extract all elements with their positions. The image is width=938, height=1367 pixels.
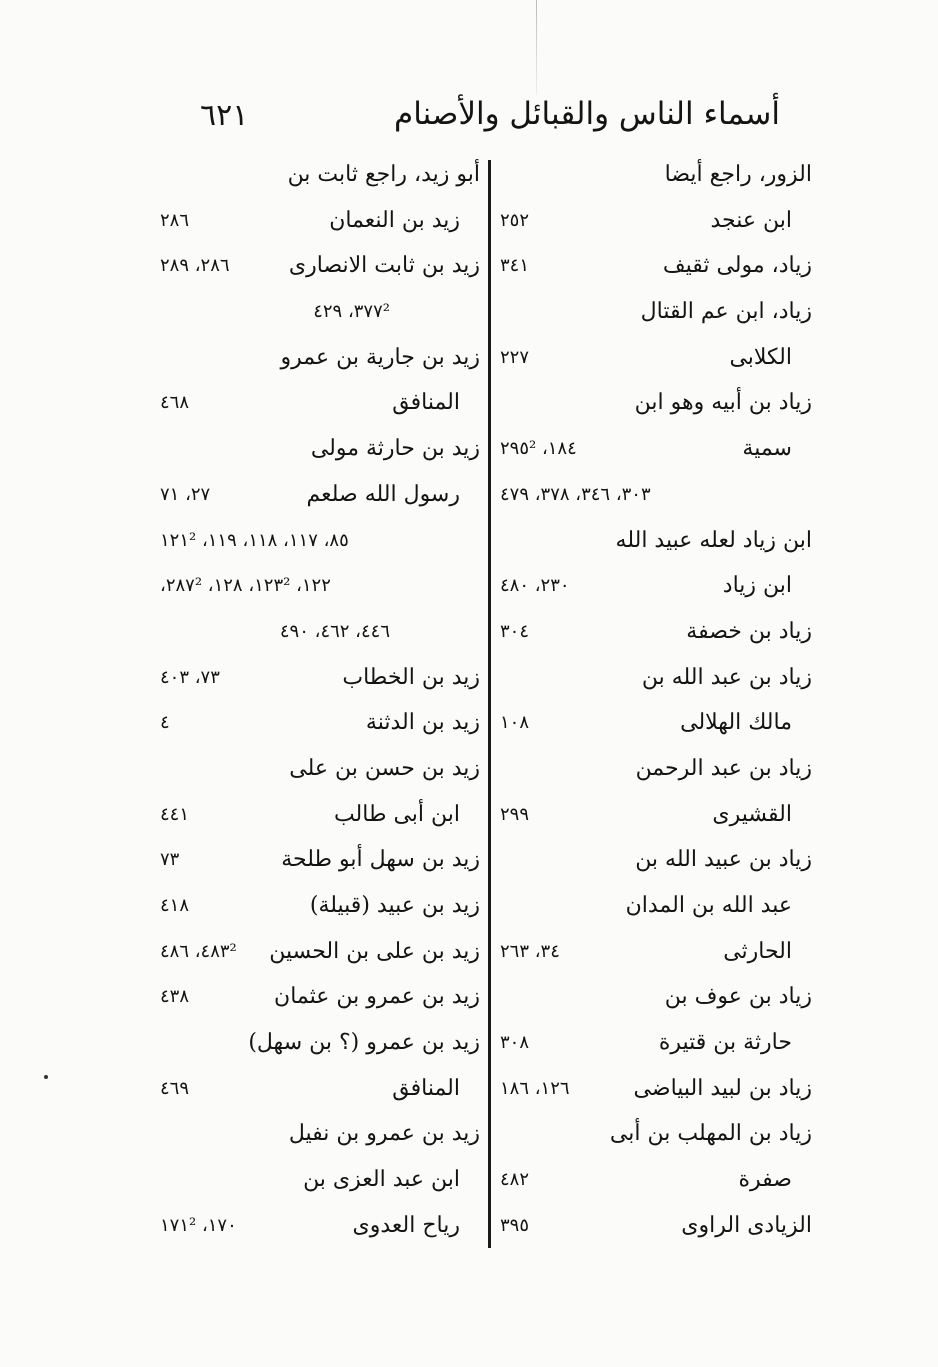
column-divider [488,160,491,1248]
index-entry [160,198,480,244]
entry-name: زيد بن عمرو بن نفيل [288,1121,480,1147]
page-number: ٦٢١ [200,98,249,133]
index-column-left [160,152,480,1249]
entry-pages: ٤٨٣²، ٤٨٦ [160,940,237,962]
entry-name: زيد بن عمرو (؟ بن سهل) [248,1030,480,1056]
entry-name: زيد بن عبيد (قبيلة) [309,893,480,918]
entry-name: زياد بن المهلب بن أبى [609,1121,812,1147]
index-entry [160,1203,480,1249]
entry-name: زيد بن حارثة مولى [310,436,480,462]
entry-name: زياد بن عبد الله بن [641,664,812,690]
entry-pages: ١٢٢، ١٢٣²، ١٢٨، ٢٨٧²، [160,575,331,597]
index-entry [160,700,480,746]
entry-pages: ٢٣٠، ٤٨٠ [500,575,570,597]
entry-name: سمية [742,436,792,462]
index-entry [160,837,480,883]
index-entry [160,655,480,701]
entry-name: رياح العدوى [352,1212,460,1238]
entry-name: زيد بن سهل أبو طلحة [281,847,480,873]
entry-pages: ٤١٨ [160,895,190,916]
index-entry [160,883,480,929]
entry-name: زياد بن عبد الرحمن [635,755,812,781]
entry-pages: ٤٦٨ [160,392,190,414]
index-entry [160,563,480,609]
entry-pages: ٢٥٢ [500,209,530,231]
entry-pages: ٣٤١ [500,255,530,277]
index-entry [500,1111,812,1157]
entry-name: الحارثى [723,938,792,964]
index-entry [160,152,480,198]
entry-pages: ١٢٦، ١٨٦ [500,1077,570,1099]
entry-pages: ١٧٠، ١٧١² [160,1214,237,1236]
index-entry [160,289,480,335]
index-entry [500,243,812,289]
running-title: أسماء الناس والقبائل والأصنام [394,96,780,132]
entry-name: زياد بن لبيد البياضى [633,1075,812,1101]
entry-name: زياد بن عبيد الله بن [635,847,812,873]
entry-pages: ٤ [160,712,170,734]
index-entry [500,152,812,198]
entry-pages: ٢٩٩ [500,803,530,825]
entry-name: زيد بن الدثنة [365,710,480,736]
entry-name: الكلابى [729,344,792,370]
index-entry [160,380,480,426]
entry-pages: ٤٤٦، ٤٦٢، ٤٩٠ [279,620,390,642]
entry-pages: ١٨٤، ٢٩٥² [500,438,577,460]
index-entry [500,472,812,518]
entry-pages: ٣٩٥ [500,1214,530,1236]
index-entry [500,1020,812,1066]
entry-name: المنافق [392,390,460,416]
entry-name: زيد بن عمرو بن عثمان [274,984,480,1010]
entry-pages: ٤٨٢ [500,1169,530,1191]
entry-pages: ٨٥، ١١٧، ١١٨، ١١٩، ١٢١² [160,529,349,551]
entry-name: رسول الله صلعم [306,481,460,507]
index-entry [500,335,812,381]
entry-name: زيد بن النعمان [329,207,460,233]
index-column-right [500,152,812,1249]
index-entry [160,1111,480,1157]
index-entry [160,243,480,289]
paper-speck [44,1075,48,1079]
entry-pages: ٣٧٧²، ٤٢٩ [313,301,390,323]
index-entry [500,380,812,426]
index-entry [500,518,812,564]
entry-name: زيد بن ثابت الانصارى [288,253,480,279]
entry-name: زياد، مولى ثقيف [662,253,812,279]
index-entry [500,700,812,746]
entry-name: أبو زيد، راجع ثابت بن [287,162,480,187]
entry-name: زياد، ابن عم القتال [640,299,812,325]
entry-name: ابن زياد [722,573,792,599]
index-entry [500,426,812,472]
index-entry [500,792,812,838]
entry-name: القشيرى [712,801,792,827]
entry-pages: ٣٤، ٢٦٣ [500,940,560,962]
index-entry [160,472,480,518]
entry-name: زياد بن عوف بن [664,984,812,1010]
page-crease [536,0,537,95]
index-entry [500,1066,812,1112]
index-entry [500,929,812,975]
index-entry [500,883,812,929]
entry-pages: ٢٧، ٧١ [160,483,211,505]
entry-name: ابن عبد العزى بن [303,1167,460,1193]
entry-pages: ٢٢٧ [500,346,530,368]
entry-name: المنافق [392,1075,460,1101]
entry-name: ابن عنجد [710,207,792,233]
index-entry [500,1203,812,1249]
entry-pages: ٢٨٦، ٢٨٩ [160,255,230,277]
index-entry [500,609,812,655]
index-entry [160,929,480,975]
index-entry [160,1066,480,1112]
entry-pages: ٤٣٨ [160,986,190,1008]
entry-name: حارثة بن قتيرة [658,1030,792,1056]
index-entry [160,1020,480,1066]
index-entry [160,974,480,1020]
index-entry [500,837,812,883]
index-entry [160,609,480,655]
entry-pages: ٧٣، ٤٠٣ [160,666,220,688]
entry-pages: ٣٠٤ [500,620,530,642]
entry-pages: ٢٨٦ [160,209,190,231]
entry-pages: ٣٠٣، ٣٤٦، ٣٧٨، ٤٧٩ [500,483,651,505]
entry-pages: ١٠٨ [500,712,530,734]
entry-name: الزيادى الراوى [681,1212,812,1238]
index-entry [500,198,812,244]
entry-pages: ٣٠٨ [500,1032,530,1054]
index-entry [500,1157,812,1203]
entry-name: زيد بن على بن الحسين [269,938,480,964]
index-entry [160,792,480,838]
entry-name: مالك الهلالى [680,710,792,736]
entry-name: زيد بن جارية بن عمرو [280,344,480,370]
index-entry [500,289,812,335]
index-entry [500,563,812,609]
index-entry [500,974,812,1020]
entry-name: عبد الله بن المدان [625,893,792,918]
entry-name: زيد بن الخطاب [342,664,480,690]
entry-pages: ٧٣ [160,849,180,871]
entry-name: الزور، راجع أيضا [664,162,812,187]
entry-name: صفرة [738,1167,792,1193]
entry-pages: ٤٦٩ [160,1077,190,1099]
entry-name: زياد بن أبيه وهو ابن [634,390,812,416]
entry-name: زيد بن حسن بن على [289,755,480,781]
index-entry [160,426,480,472]
index-entry [160,335,480,381]
index-entry [160,746,480,792]
entry-pages: ٤٤١ [160,803,190,825]
index-entry [500,655,812,701]
entry-name: ابن زياد لعله عبيد الله [615,527,812,553]
entry-name: ابن أبى طالب [333,801,460,827]
index-entry [500,746,812,792]
index-entry [160,518,480,564]
index-entry [160,1157,480,1203]
entry-name: زياد بن خصفة [686,618,812,644]
